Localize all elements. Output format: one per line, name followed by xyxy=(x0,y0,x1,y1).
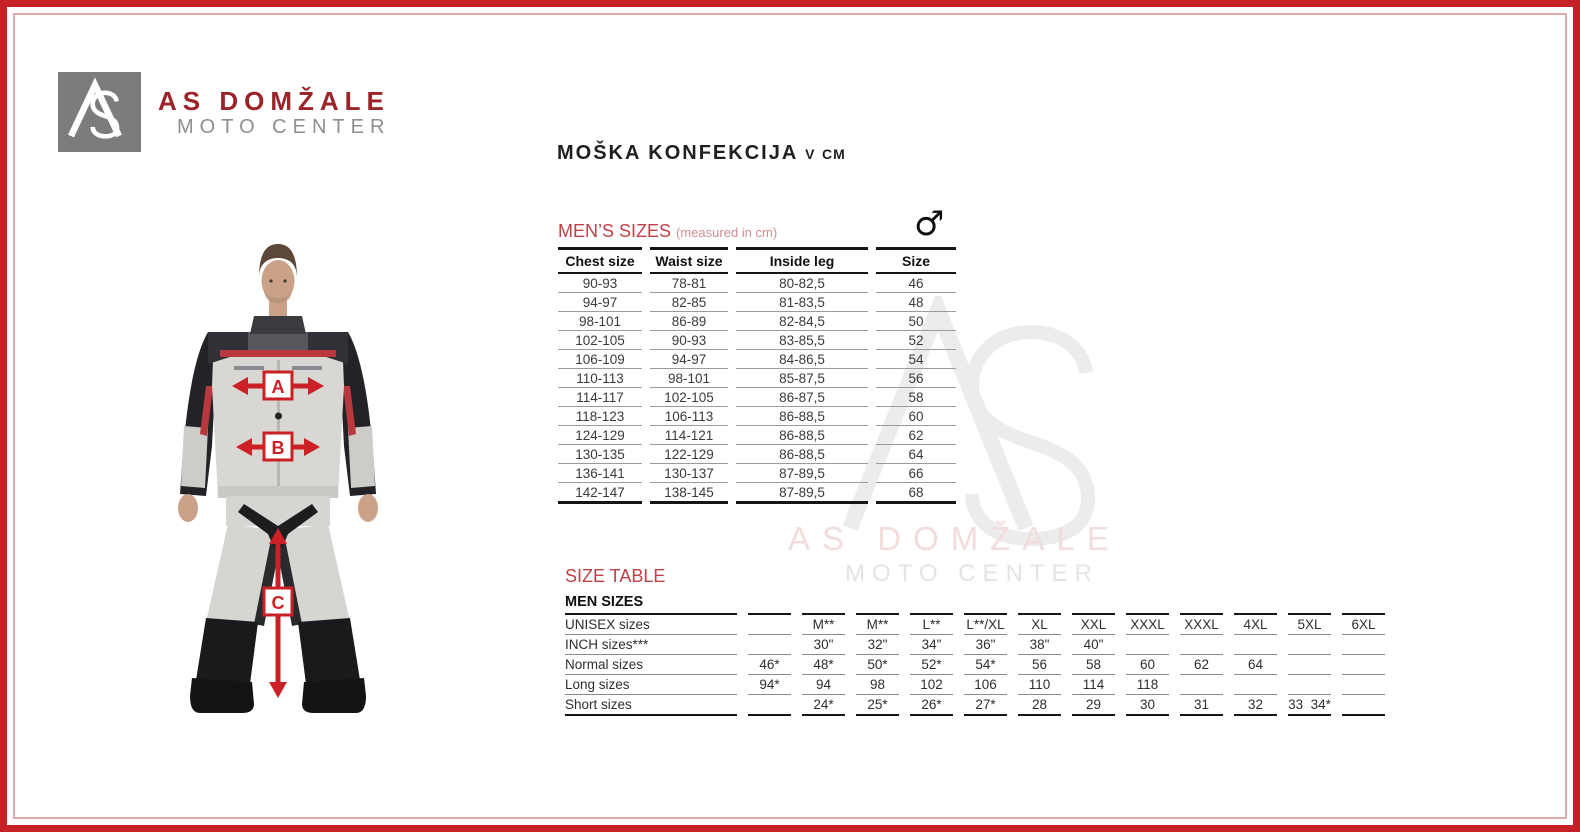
size-table-cell: 4XL xyxy=(1234,615,1277,635)
chest-label: A xyxy=(271,377,285,397)
as-monogram-icon xyxy=(58,72,141,152)
model-figure-image xyxy=(148,236,416,726)
mens-size-cell: 106-113 xyxy=(650,407,728,426)
size-table-row xyxy=(565,615,1385,635)
mens-size-cell: 86-87,5 xyxy=(736,388,868,407)
size-table-cell xyxy=(1180,635,1223,655)
size-table-cell: 54* xyxy=(964,655,1007,675)
size-table-cell: 26* xyxy=(910,695,953,716)
size-table-cell: 27* xyxy=(964,695,1007,716)
mens-size-cell: 62 xyxy=(876,426,956,445)
mens-size-cell: 136-141 xyxy=(558,464,642,483)
mens-size-cell: 94-97 xyxy=(558,293,642,312)
size-table-subheading: MEN SIZES xyxy=(565,592,737,615)
mens-sizes-heading-note: (measured in cm) xyxy=(676,225,778,240)
size-table-cell: 50* xyxy=(856,655,899,675)
male-symbol-icon: ♂ xyxy=(914,204,945,244)
header-cell xyxy=(1180,592,1223,615)
size-table-cell: XXXL xyxy=(1126,615,1169,635)
size-table-cell xyxy=(1126,635,1169,655)
size-table xyxy=(554,592,1396,716)
brand-subtitle: MOTO CENTER xyxy=(177,116,391,138)
row-label: INCH sizes*** xyxy=(565,635,737,655)
mens-size-cell: 130-137 xyxy=(650,464,728,483)
mens-size-cell: 56 xyxy=(876,369,956,388)
size-table-cell xyxy=(1234,675,1277,695)
header-cell xyxy=(802,592,845,615)
header-cell xyxy=(1126,592,1169,615)
size-table-cell: 118 xyxy=(1126,675,1169,695)
size-table-cell: 46* xyxy=(748,655,791,675)
row-label: Normal sizes xyxy=(565,655,737,675)
mens-size-row xyxy=(558,483,956,504)
size-table-cell xyxy=(1342,655,1385,675)
size-table-cell: 98 xyxy=(856,675,899,695)
watermark-subtitle-line: MOTO CENTER xyxy=(845,560,1099,587)
size-table-cell: 64 xyxy=(1234,655,1277,675)
page-title xyxy=(557,142,846,165)
size-table-cell: M** xyxy=(856,615,899,635)
mens-size-cell: 81-83,5 xyxy=(736,293,868,312)
mens-size-cell: 54 xyxy=(876,350,956,369)
mens-size-cell: 86-89 xyxy=(650,312,728,331)
mens-size-cell: 94-97 xyxy=(650,350,728,369)
size-table-cell: 52* xyxy=(910,655,953,675)
inside-leg-label: C xyxy=(271,593,285,613)
size-table-cell: 34" xyxy=(910,635,953,655)
size-table-cell: 6XL xyxy=(1342,615,1385,635)
mens-size-cell: 84-86,5 xyxy=(736,350,868,369)
size-table-cell xyxy=(1180,675,1223,695)
page-title-suffix: v cm xyxy=(805,142,846,164)
mens-size-cell: 124-129 xyxy=(558,426,642,445)
mens-size-cell: 102-105 xyxy=(650,388,728,407)
column-header-waist: Waist size xyxy=(650,247,728,274)
mens-size-cell: 50 xyxy=(876,312,956,331)
size-table-cell: 94* xyxy=(748,675,791,695)
mens-size-cell: 64 xyxy=(876,445,956,464)
size-table-cell: 31 xyxy=(1180,695,1223,716)
mens-size-cell: 102-105 xyxy=(558,331,642,350)
mens-size-cell: 68 xyxy=(876,483,956,504)
size-table-cell: 36" xyxy=(964,635,1007,655)
mens-size-cell: 52 xyxy=(876,331,956,350)
header-cell xyxy=(910,592,953,615)
size-table-row xyxy=(565,635,1385,655)
mens-size-cell: 138-145 xyxy=(650,483,728,504)
mens-size-cell: 114-121 xyxy=(650,426,728,445)
size-table-cell: 33 34* xyxy=(1288,695,1331,716)
size-table-row xyxy=(565,695,1385,716)
size-table-cell xyxy=(1234,635,1277,655)
mens-size-cell: 90-93 xyxy=(650,331,728,350)
mens-size-cell: 86-88,5 xyxy=(736,426,868,445)
mens-size-row xyxy=(558,312,956,331)
size-table-cell: 25* xyxy=(856,695,899,716)
size-table-heading: SIZE TABLE xyxy=(565,566,666,586)
mens-size-cell: 130-135 xyxy=(558,445,642,464)
mens-sizes-header-row xyxy=(558,247,956,274)
size-table-cell xyxy=(748,695,791,716)
header-cell xyxy=(1234,592,1277,615)
mens-size-cell: 87-89,5 xyxy=(736,464,868,483)
size-table-cell: 106 xyxy=(964,675,1007,695)
mens-size-cell: 78-81 xyxy=(650,274,728,293)
size-table-cell: 30" xyxy=(802,635,845,655)
header-cell xyxy=(856,592,899,615)
header-cell xyxy=(748,592,791,615)
mens-size-cell: 142-147 xyxy=(558,483,642,504)
header-cell xyxy=(1018,592,1061,615)
size-table-cell: 30 xyxy=(1126,695,1169,716)
mens-size-cell: 48 xyxy=(876,293,956,312)
header-cell xyxy=(964,592,1007,615)
size-table-cell: 94 xyxy=(802,675,845,695)
mens-size-row xyxy=(558,293,956,312)
mens-size-cell: 87-89,5 xyxy=(736,483,868,504)
mens-size-row xyxy=(558,388,956,407)
size-table-row xyxy=(565,655,1385,675)
mens-size-cell: 83-85,5 xyxy=(736,331,868,350)
size-table-cell xyxy=(748,615,791,635)
size-table-header-row xyxy=(565,592,1385,615)
size-table-cell: L** xyxy=(910,615,953,635)
row-label: Short sizes xyxy=(565,695,737,716)
size-table-cell xyxy=(1288,635,1331,655)
mens-size-row xyxy=(558,464,956,483)
mens-size-cell: 114-117 xyxy=(558,388,642,407)
size-table-cell: 102 xyxy=(910,675,953,695)
mens-size-cell: 60 xyxy=(876,407,956,426)
mens-size-cell: 110-113 xyxy=(558,369,642,388)
size-table-cell xyxy=(1288,655,1331,675)
size-table-cell: 40" xyxy=(1072,635,1115,655)
size-table-cell: XXXL xyxy=(1180,615,1223,635)
mens-size-cell: 82-84,5 xyxy=(736,312,868,331)
size-table-cell xyxy=(1342,635,1385,655)
row-label: UNISEX sizes xyxy=(565,615,737,635)
mens-size-cell: 98-101 xyxy=(650,369,728,388)
mens-size-row xyxy=(558,274,956,293)
size-table-cell: 28 xyxy=(1018,695,1061,716)
column-header-chest: Chest size xyxy=(558,247,642,274)
size-table-cell: 5XL xyxy=(1288,615,1331,635)
mens-size-cell: 106-109 xyxy=(558,350,642,369)
size-table-cell: 38" xyxy=(1018,635,1061,655)
brand-name: AS DOMŽALE xyxy=(158,86,390,116)
size-table-cell: 48* xyxy=(802,655,845,675)
size-table-cell: 60 xyxy=(1126,655,1169,675)
size-table-cell: 32 xyxy=(1234,695,1277,716)
mens-size-cell: 98-101 xyxy=(558,312,642,331)
size-table-cell: XL xyxy=(1018,615,1061,635)
size-table-cell: 29 xyxy=(1072,695,1115,716)
mens-size-row xyxy=(558,350,956,369)
mens-size-cell: 80-82,5 xyxy=(736,274,868,293)
header-cell xyxy=(1072,592,1115,615)
mens-size-cell: 85-87,5 xyxy=(736,369,868,388)
watermark-brand-line: AS DOMŽALE xyxy=(788,520,1121,557)
mens-size-cell: 122-129 xyxy=(650,445,728,464)
mens-size-cell: 118-123 xyxy=(558,407,642,426)
size-table-cell: 24* xyxy=(802,695,845,716)
size-table-cell xyxy=(1342,695,1385,716)
size-table-cell: 114 xyxy=(1072,675,1115,695)
column-header-inside-leg: Inside leg xyxy=(736,247,868,274)
size-table-cell: 62 xyxy=(1180,655,1223,675)
mens-size-cell: 86-88,5 xyxy=(736,445,868,464)
size-table-cell xyxy=(748,635,791,655)
size-table-cell: M** xyxy=(802,615,845,635)
mens-size-cell: 90-93 xyxy=(558,274,642,293)
size-table-cell: 110 xyxy=(1018,675,1061,695)
mens-size-cell: 66 xyxy=(876,464,956,483)
header-cell xyxy=(1342,592,1385,615)
mens-size-row xyxy=(558,407,956,426)
header-cell xyxy=(1288,592,1331,615)
size-table-cell: L**/XL xyxy=(964,615,1007,635)
size-table-cell: 56 xyxy=(1018,655,1061,675)
size-table-cell xyxy=(1288,675,1331,695)
mens-size-cell: 46 xyxy=(876,274,956,293)
column-header-size: Size xyxy=(876,247,956,274)
size-table-row xyxy=(565,675,1385,695)
size-table-cell: 58 xyxy=(1072,655,1115,675)
waist-label: B xyxy=(271,438,285,458)
size-table-cell: 32" xyxy=(856,635,899,655)
logo xyxy=(58,72,141,152)
mens-size-row xyxy=(558,445,956,464)
mens-sizes-heading xyxy=(558,221,777,242)
mens-size-cell: 82-85 xyxy=(650,293,728,312)
mens-size-cell: 58 xyxy=(876,388,956,407)
size-table-cell xyxy=(1342,675,1385,695)
mens-size-row xyxy=(558,369,956,388)
mens-size-row xyxy=(558,331,956,350)
mens-size-row xyxy=(558,426,956,445)
mens-size-cell: 86-88,5 xyxy=(736,407,868,426)
mens-sizes-table xyxy=(550,247,964,504)
size-table-cell: XXL xyxy=(1072,615,1115,635)
mens-sizes-heading-text: MEN’S SIZES xyxy=(558,221,672,241)
row-label: Long sizes xyxy=(565,675,737,695)
page-title-main: MOŠKA KONFEKCIJA xyxy=(557,142,798,164)
